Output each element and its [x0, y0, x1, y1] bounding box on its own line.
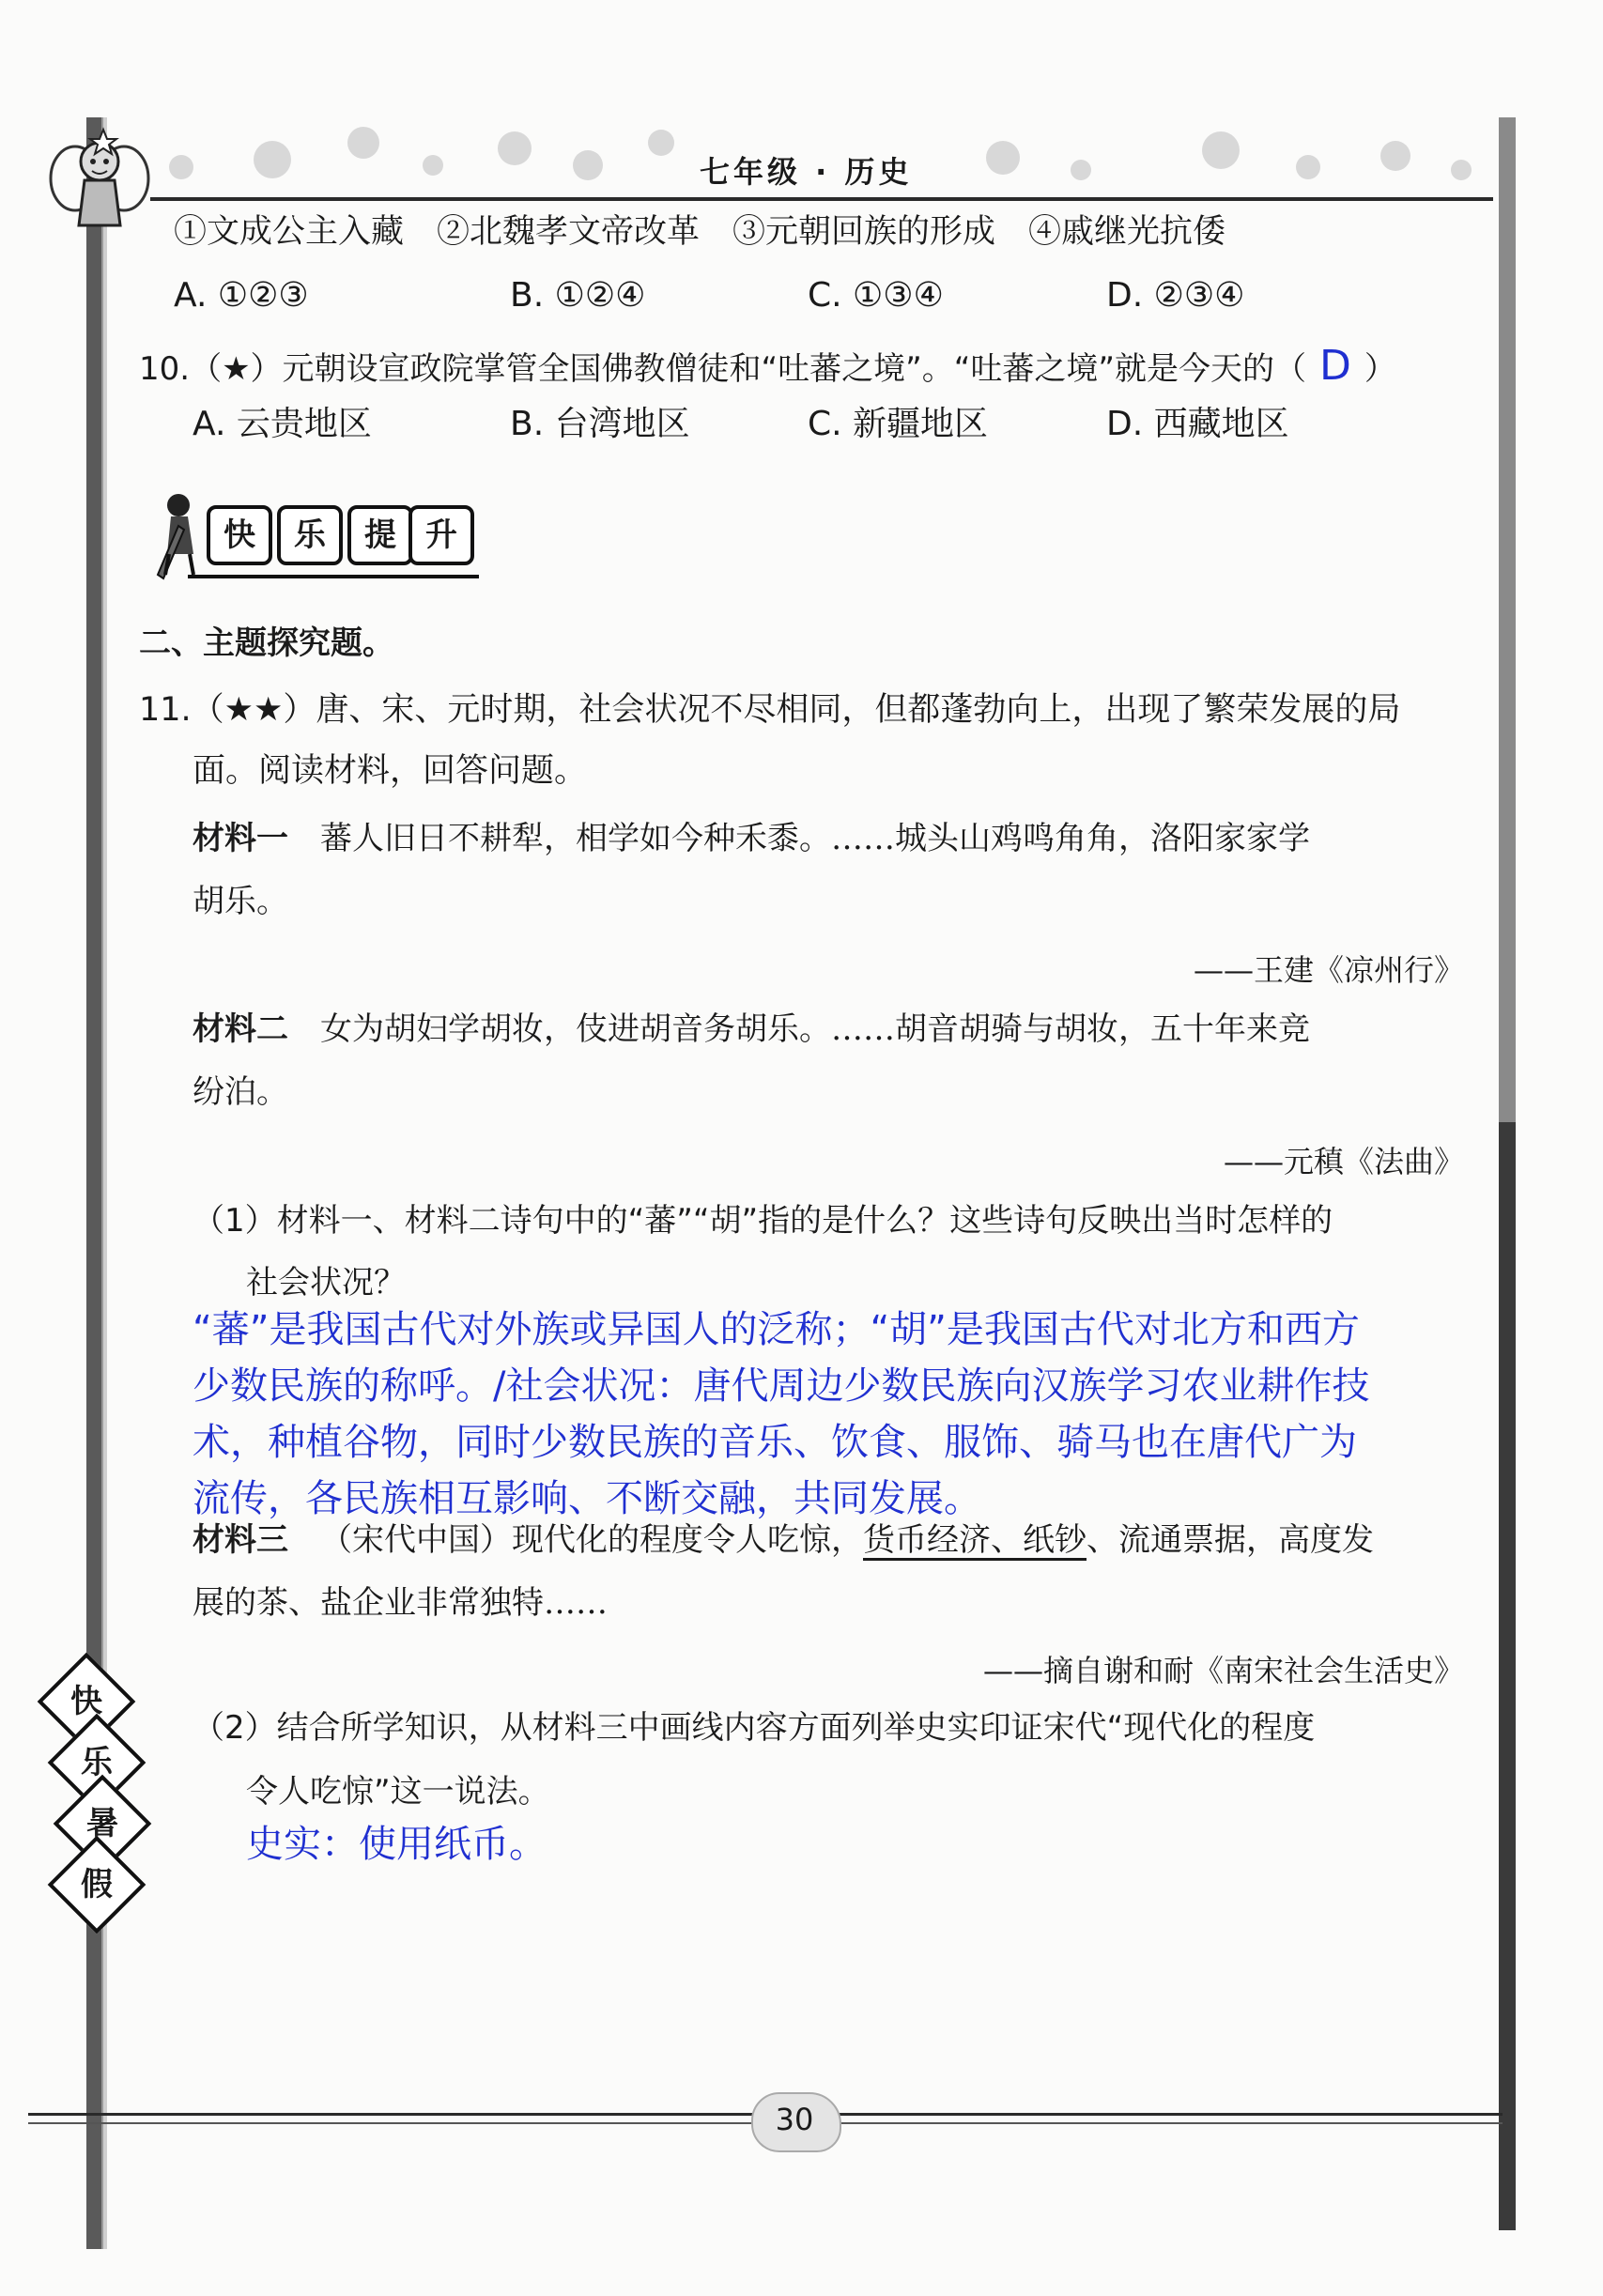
header-dot [1380, 141, 1410, 171]
q10-stem [139, 342, 1396, 392]
pencil-kid-icon [150, 488, 207, 582]
q9-items: ①文成公主入藏 ②北魏孝文帝改革 ③元朝回族的形成 ④戚继光抗倭 [174, 213, 1226, 251]
header-dot [423, 155, 443, 176]
sub1-answer-line: 术，种植谷物，同时少数民族的音乐、饮食、服饰、骑马也在唐代广为 [193, 1421, 1357, 1464]
header-dot [648, 130, 674, 156]
material2-label: 材料二 [193, 1010, 288, 1048]
sub1-answer-line: 少数民族的称呼。/社会状况：唐代周边少数民族向汉族学习农业耕作技 [193, 1364, 1370, 1408]
header-dot [169, 155, 193, 179]
badge-underline [188, 575, 479, 578]
header-dot [1296, 155, 1320, 179]
sub1-line2: 社会状况？ [246, 1264, 406, 1302]
side-badge-char-text: 快 [70, 1683, 102, 1720]
material1-label: 材料一 [193, 820, 288, 857]
q10-option-a: A. 云贵地区 [193, 405, 372, 443]
q11-line1: 11.（★★）唐、宋、元时期，社会状况不尽相同，但都蓬勃向上，出现了繁荣发展的局 [139, 691, 1401, 729]
q9-option-d: D. ②③④ [1106, 276, 1245, 315]
badge-char: 提 [347, 505, 413, 565]
header-dot [1071, 160, 1091, 180]
page-header-title: 七年级 · 历史 [700, 154, 913, 190]
badge-char: 快 [207, 505, 272, 565]
right-margin-bar-dark [1499, 1122, 1516, 2230]
section2-title: 二、主题探究题。 [139, 624, 394, 662]
sub1-line1: （1）材料一、材料二诗句中的“蕃”“胡”指的是什么？这些诗句反映出当时怎样的 [193, 1202, 1333, 1240]
material3-underlined-text: 货币经济、纸钞 [863, 1521, 1087, 1559]
sub2-line2: 令人吃惊”这一说法。 [246, 1773, 550, 1811]
header-dot [347, 127, 379, 159]
header-dot [1202, 131, 1240, 169]
sub2-answer: 史实：使用纸币。 [246, 1823, 547, 1866]
header-dot [573, 150, 603, 180]
q10-option-b: B. 台湾地区 [510, 405, 690, 443]
q10-stem-text: 10.（★）元朝设宣政院掌管全国佛教僧徒和“吐蕃之境”。“吐蕃之境”就是今天的（ [139, 350, 1307, 388]
q10-option-d: D. 西藏地区 [1106, 405, 1289, 443]
fairy-mascot-icon [47, 122, 150, 235]
material1-line1 [193, 820, 1310, 858]
material1-line2: 胡乐。 [193, 883, 288, 920]
page-number: 30 [775, 2102, 814, 2137]
material2-text: 女为胡妇学胡妆，伎进胡音务胡乐。……胡音胡骑与胡妆，五十年来竞 [320, 1010, 1310, 1048]
material3-text-post: 、流通票据，高度发 [1087, 1521, 1374, 1559]
header-dot [1451, 160, 1472, 180]
header-rule [150, 197, 1493, 201]
section-badge-kuaile-tisheng [150, 488, 474, 582]
header-dot [498, 131, 532, 165]
side-badge-char-text: 假 [81, 1866, 113, 1903]
sub1-answer-line: 流传，各民族相互影响、不断交融，共同发展。 [193, 1477, 981, 1520]
material3-line1 [193, 1521, 1374, 1560]
material1-source: ——王建《凉州行》 [1193, 952, 1464, 988]
header-dot [986, 141, 1020, 175]
badge-char: 乐 [277, 505, 343, 565]
material3-label: 材料三 [193, 1521, 288, 1559]
q9-option-b: B. ①②④ [510, 276, 646, 315]
material3-text-pre: （宋代中国）现代化的程度令人吃惊， [320, 1521, 863, 1559]
q10-stem-close: ） [1364, 350, 1396, 388]
material2-source: ——元稹《法曲》 [1223, 1144, 1464, 1179]
q9-option-c: C. ①③④ [808, 276, 944, 315]
material2-line2: 纷泊。 [193, 1073, 288, 1111]
material3-source: ——摘自谢和耐《南宋社会生活史》 [982, 1653, 1464, 1688]
side-badge-char-text: 乐 [81, 1744, 113, 1781]
material1-text: 蕃人旧日不耕犁，相学如今种禾黍。……城头山鸡鸣角角，洛阳家家学 [320, 820, 1310, 857]
q9-option-a: A. ①②③ [174, 276, 309, 315]
q10-answer: D [1319, 342, 1351, 390]
q10-option-c: C. 新疆地区 [808, 405, 989, 443]
material3-line2: 展的茶、盐企业非常独特…… [193, 1584, 608, 1622]
header-dot [254, 141, 291, 178]
q11-line2: 面。阅读材料，回答问题。 [193, 752, 588, 790]
left-margin-bar-inner [103, 117, 107, 2249]
badge-char: 升 [408, 505, 474, 565]
material2-line1 [193, 1010, 1310, 1049]
side-badge-char-text: 暑 [86, 1805, 118, 1842]
sub1-answer-line: “蕃”是我国古代对外族或异国人的泛称；“胡”是我国古代对北方和西方 [193, 1308, 1360, 1351]
sub2-line1: （2）结合所学知识，从材料三中画线内容方面列举史实印证宋代“现代化的程度 [193, 1709, 1316, 1747]
